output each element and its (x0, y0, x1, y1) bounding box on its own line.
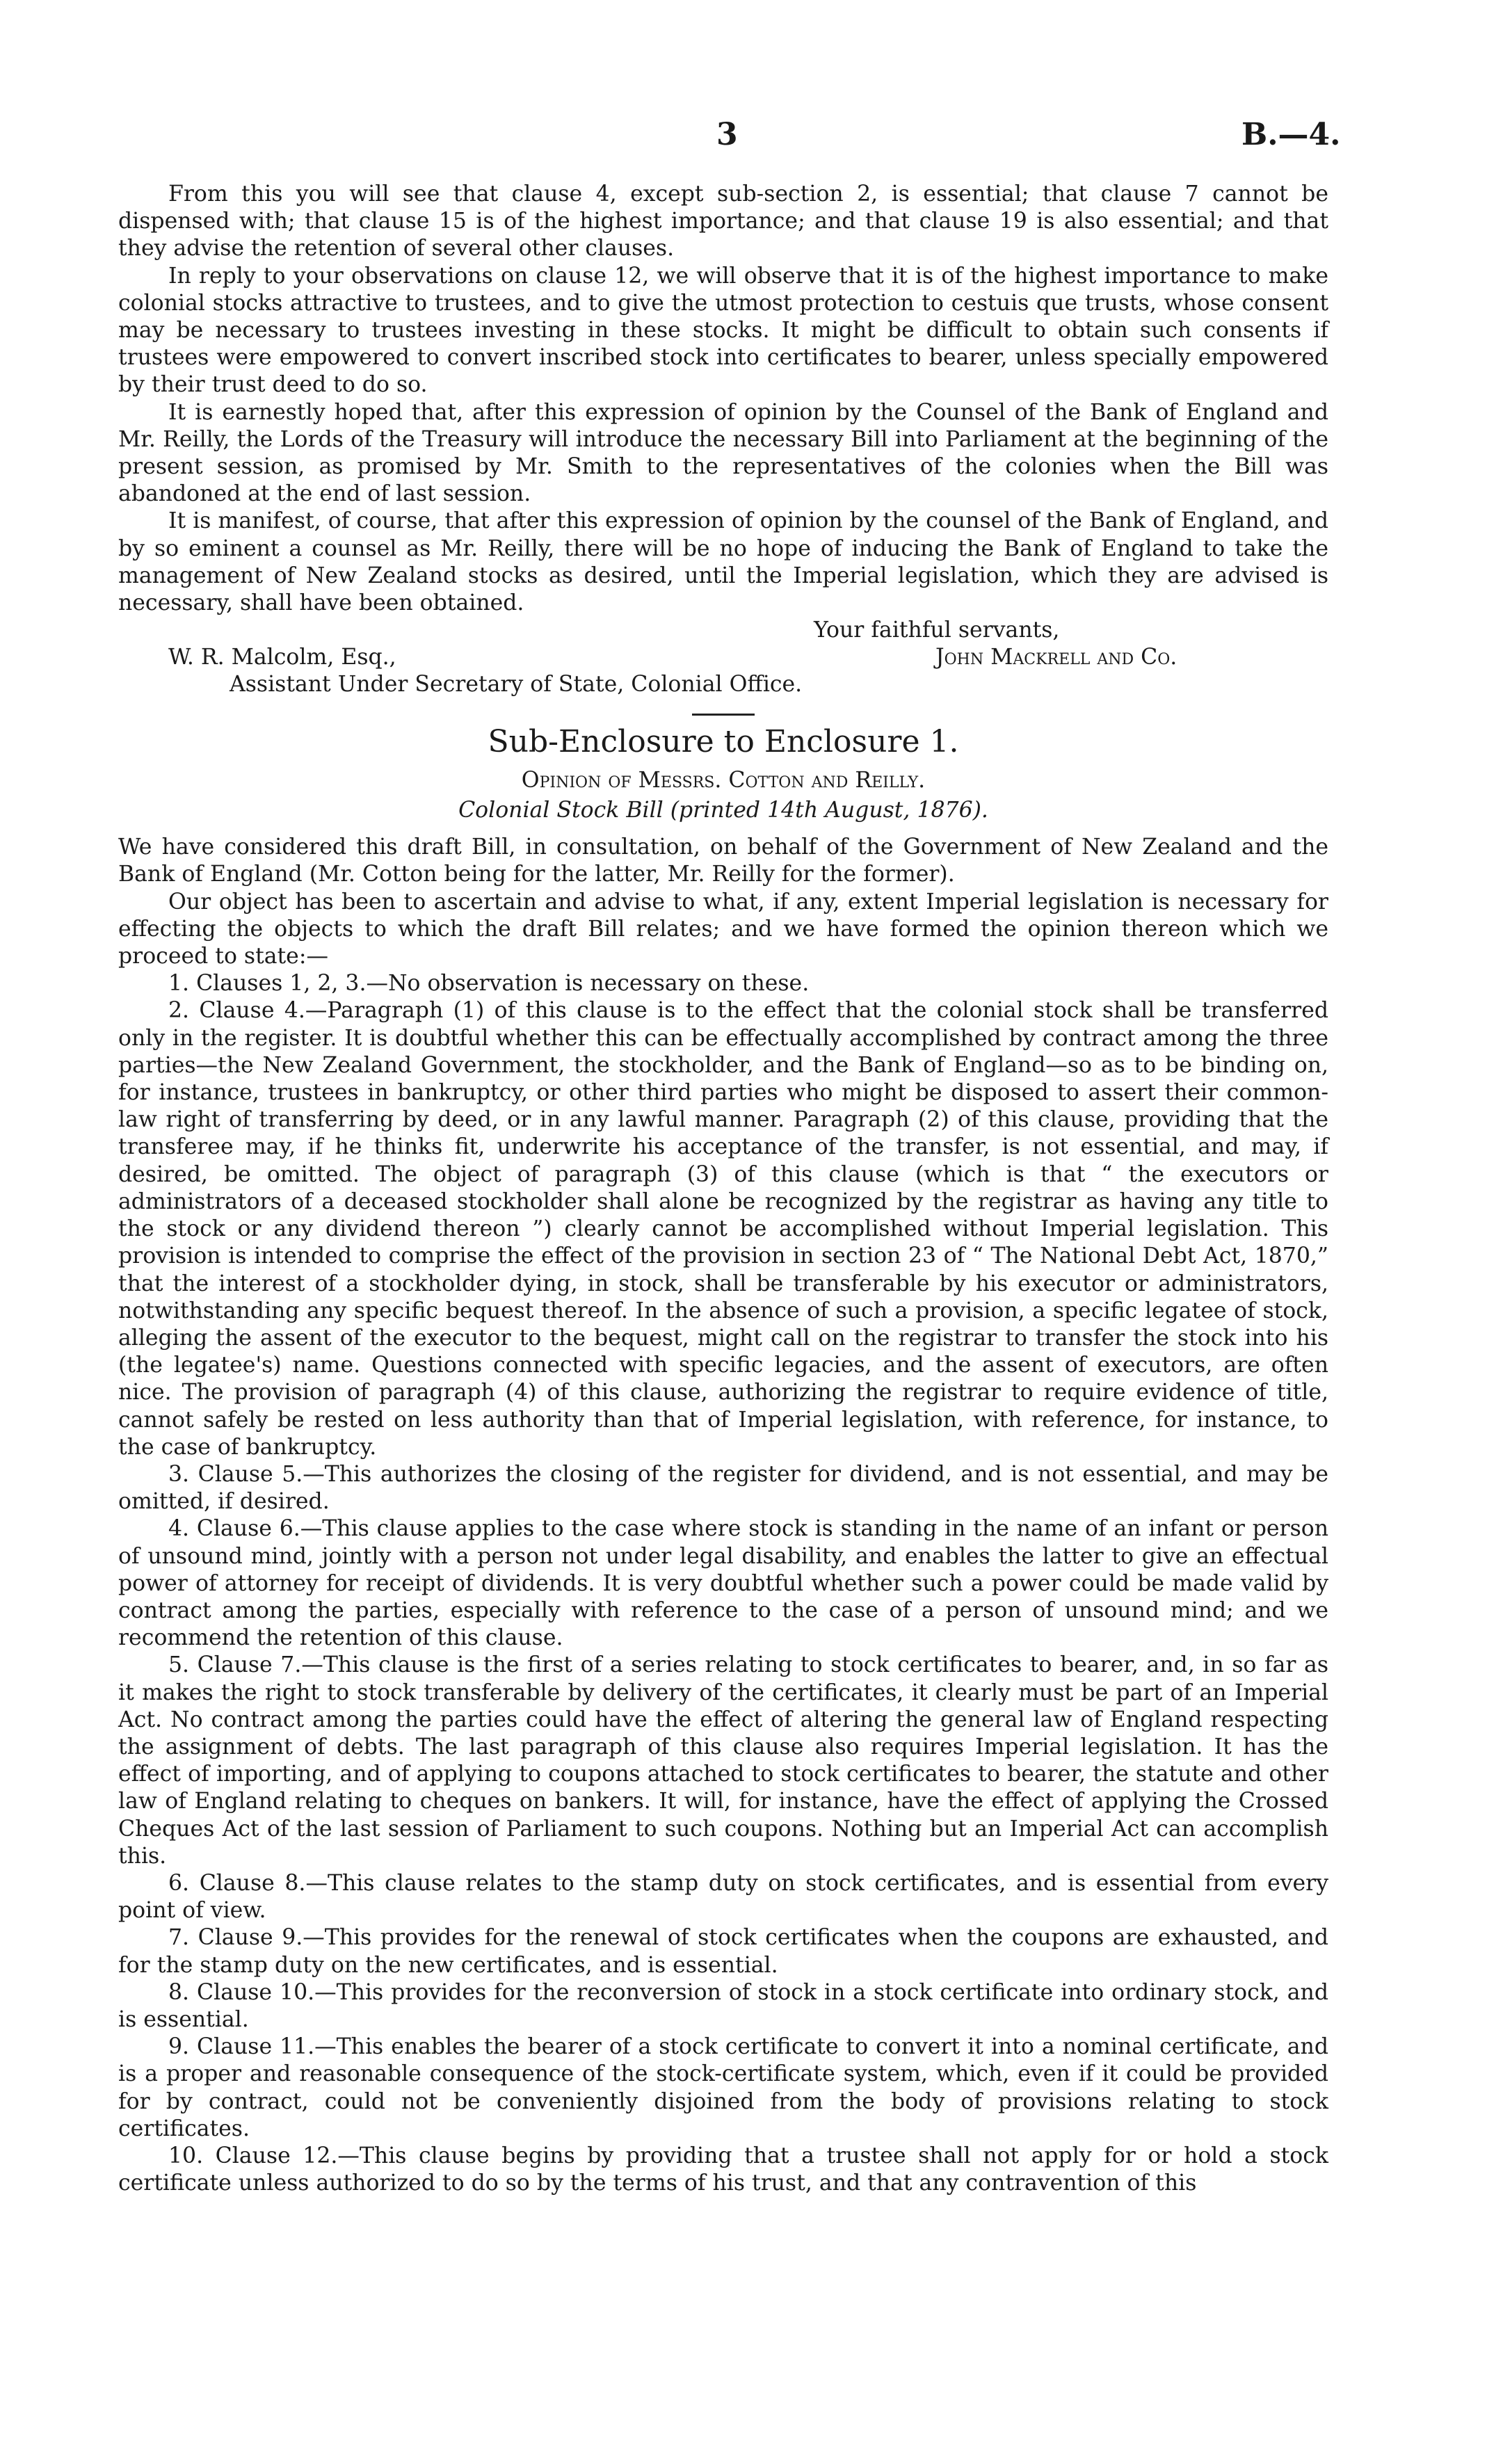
recipient-title: Assistant Under Secretary of State, Colonial Office. (230, 672, 803, 698)
clause-item: 7. Clause 9.—This provides for the renewal of stock certificates when the coupons are exhausted, and for the stamp duty on the new certificates, and is essential. (118, 1925, 1328, 1978)
opinion-line: Opinion of Messrs. Cotton and Reilly. (521, 768, 926, 794)
recipient-signature-line (118, 644, 1328, 671)
clause-item: 2. Clause 4.—Paragraph (1) of this clause is to the effect that the colonial stock shall be transferred only in the register. It is doubtful whether this can be effectually accomplished by contract among the three parties—the New Zealand Government, the stockholder, and the Bank of England—so as to be binding on, for instance, trustees in bankruptcy, or other third parties who might be disposed to assert their common-law right of transferring by deed, or in any lawful manner. Paragraph (2) of this clause, providing that the transferee may, if he thinks fit, underwrite his acceptance of the transfer, is not essential, and may, if desired, be omitted. The object of paragraph (3) of this clause (which is that “ the executors or administrators of a deceased stockholder shall alone be recognized by the registrar as having any title to the stock or any dividend thereon ”) clearly cannot be accomplished without Imperial legislation. This provision is intended to comprise the effect of the provision in section 23 of “ The National Debt Act, 1870,” that the interest of a stockholder dying, in stock, shall be transferable by his executor or administrators, notwithstanding any specific bequest thereof. In the absence of such a provision, a specific legatee of stock, alleging the assent of the executor to the bequest, might call on the registrar to transfer the stock into his (the legatee's) name. Questions connected with specific legacies, and the assent of executors, are often nice. The provision of paragraph (4) of this clause, authorizing the registrar to require evidence of title, cannot safely be rested on less authority than that of Imperial legislation, with reference, for instance, to the case of bankruptcy. (118, 998, 1328, 1460)
clause-item: 3. Clause 5.—This authorizes the closing of the register for dividend, and is not essential, and may be omitted, if desired. (118, 1461, 1328, 1515)
letter-paragraph-1: From this you will see that clause 4, except sub-section 2, is essential; that clause 7 cannot be dispensed with; that clause 15 is of the highest importance; and that clause 19 is also essential; and that they advise the retention of several other clauses. (118, 182, 1328, 261)
letter-paragraph-4: It is manifest, of course, that after this expression of opinion by the counsel of the Bank of England, and by so eminent a counsel as Mr. Reilly, there will be no hope of inducing the Bank of England to take the management of New Zealand stocks as desired, until the Imperial legislation, which they are advised is necessary, shall have been obtained. (118, 508, 1328, 616)
recipient-name: W. R. Malcolm, Esq., (168, 645, 396, 670)
clause-item: 6. Clause 8.—This clause relates to the stamp duty on stock certificates, and is essential from every point of view. (118, 1870, 1328, 1924)
sub-enclosure (118, 723, 1328, 2197)
letter-paragraph-2: In reply to your observations on clause 12, we will observe that it is of the highest importance to make colonial stocks attractive to trustees, and to give the utmost protection to cestuis que trusts, whose consent may be necessary to trustees investing in these stocks. It might be difficult to obtain such consents if trustees were empowered to convert inscribed stock into certificates to bearer, unless specially empowered by their trust deed to do so. (118, 263, 1328, 398)
letter-paragraph-3: It is earnestly hoped that, after this expression of opinion by the Counsel of the Bank of England and Mr. Reilly, the Lords of the Treasury will introduce the necessary Bill into Parliament at the beginning of the present session, as promised by Mr. Smith to the representatives of the colonies when the Bill was abandoned at the end of last session. (118, 399, 1328, 507)
page-body (118, 181, 1328, 2197)
sub-enclosure-heading: Sub-Enclosure to Enclosure 1. (488, 724, 959, 760)
letter-closing (118, 617, 1328, 644)
clause-item: 1. Clauses 1, 2, 3.—No observation is necessary on these. (168, 971, 810, 997)
page-number: 3 (716, 117, 738, 152)
clause-item: 10. Clause 12.—This clause begins by providing that a trustee shall not apply for or hold a stock certificate unless authorized to do so by the terms of his trust, and that any contravention of this (118, 2143, 1328, 2196)
clause-item: 8. Clause 10.—This provides for the reconversion of stock in a stock certificate into ordinary stock, and is essential. (118, 1979, 1328, 2032)
clause-item: 9. Clause 11.—This enables the bearer of a stock certificate to convert it into a nominal certificate, and is a proper and reasonable consequence of the stock-certificate system, which, even if it could be provided for by contract, could not be conveniently disjoined from the body of provisions relating to stock certificates. (118, 2034, 1328, 2141)
section-divider (692, 714, 755, 716)
clause-item: 5. Clause 7.—This clause is the first of a series relating to stock certificates to bearer, and, in so far as it makes the right to stock transferable by delivery of the certificates, it clearly must be part of an Imperial Act. No contract among the parties could have the effect of altering the general law of England respecting the assignment of debts. The last paragraph of this clause also requires Imperial legislation. It has the effect of importing, and of applying to coupons attached to stock certificates to bearer, the statute and other law of England relating to cheques on bankers. It will, for instance, have the effect of applying the Crossed Cheques Act of the last session of Parliament to such coupons. Nothing but an Imperial Act can accomplish this. (118, 1652, 1328, 1869)
closing-salutation: Your faithful servants, (814, 618, 1060, 643)
opinion-paragraph: We have considered this draft Bill, in consultation, on behalf of the Government of New Zealand and the Bank of England (Mr. Cotton being for the latter, Mr. Reilly for the former). (118, 835, 1328, 887)
signatory: John Mackrell and Co. (935, 645, 1177, 670)
opinion-paragraph: Our object has been to ascertain and advise to what, if any, extent Imperial legislation is necessary for effecting the objects to which the draft Bill relates; and we have formed the opinion thereon which we proceed to state:— (118, 889, 1328, 969)
document-reference: B.—4. (1241, 117, 1341, 152)
bill-title-line: Colonial Stock Bill (printed 14th August, 1876). (458, 798, 988, 823)
letter (118, 181, 1328, 698)
page-header (0, 117, 1487, 159)
clause-item: 4. Clause 6.—This clause applies to the case where stock is standing in the name of an infant or person of unsound mind, jointly with a person not under legal disability, and enables the latter to give an effectual power of attorney for receipt of dividends. It is very doubtful whether such a power could be made valid by contract among the parties, especially with reference to the case of a person of unsound mind; and we recommend the retention of this clause. (118, 1516, 1328, 1651)
